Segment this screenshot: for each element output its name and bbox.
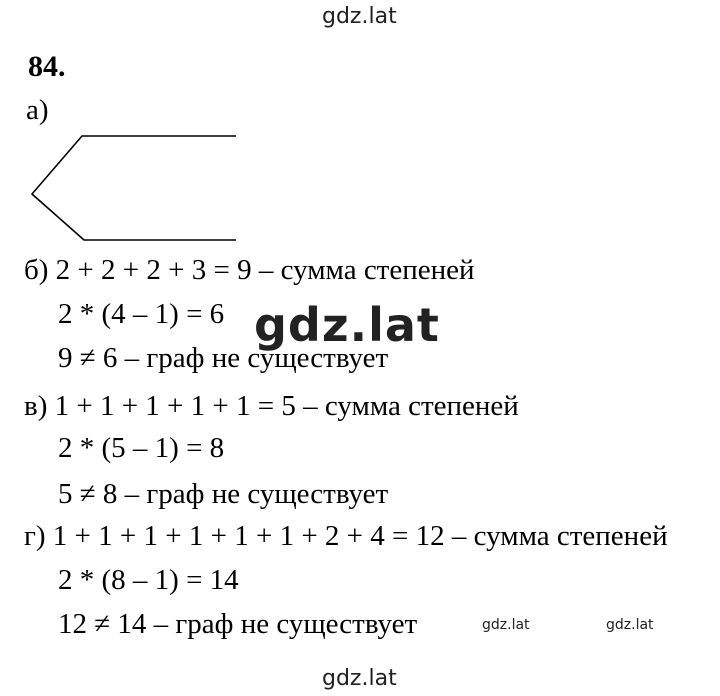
watermark-bottom: gdz.lat	[322, 666, 397, 691]
watermark-top: gdz.lat	[322, 4, 397, 29]
part-a-label: а)	[26, 94, 49, 126]
graph-edges	[32, 136, 236, 240]
part-v-line1: в) 1 + 1 + 1 + 1 + 1 = 5 – сумма степеней	[24, 390, 519, 422]
part-b-line2: 2 * (4 – 1) = 6	[58, 298, 225, 330]
watermark-small-1: gdz.lat	[482, 617, 530, 633]
part-g-line1: г) 1 + 1 + 1 + 1 + 1 + 1 + 2 + 4 = 12 – сумма степеней	[24, 520, 668, 552]
watermark-middle: gdz.lat	[254, 298, 440, 352]
part-v-line3: 5 ≠ 8 – граф не существует	[58, 478, 389, 510]
part-v-line2: 2 * (5 – 1) = 8	[58, 432, 225, 464]
part-g-line3: 12 ≠ 14 – граф не существует	[58, 608, 418, 640]
problem-number: 84.	[28, 50, 66, 83]
watermark-small-2: gdz.lat	[606, 617, 654, 633]
part-g-line2: 2 * (8 – 1) = 14	[58, 564, 239, 596]
part-b-line3: 9 ≠ 6 – граф не существует	[58, 342, 389, 374]
part-b-line1: б) 2 + 2 + 2 + 3 = 9 – сумма степеней	[24, 254, 475, 286]
